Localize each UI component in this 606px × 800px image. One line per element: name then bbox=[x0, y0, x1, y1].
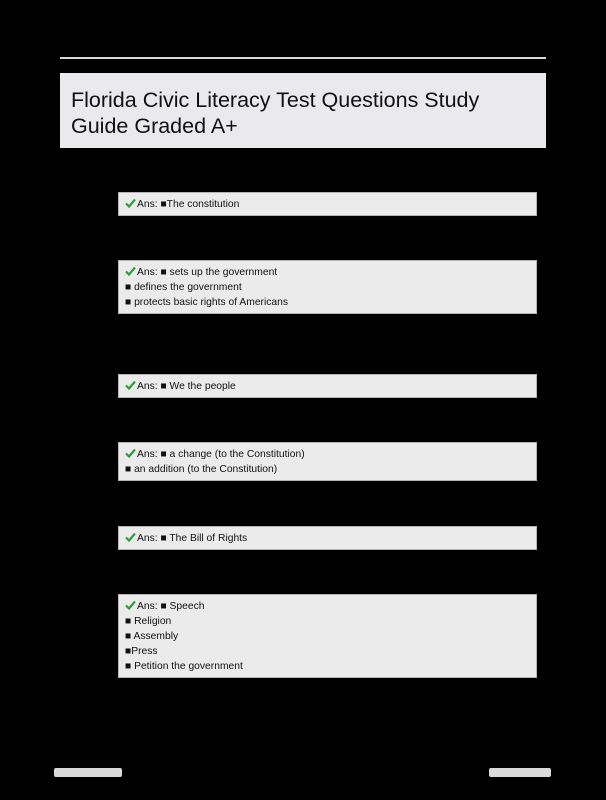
answer-text: Ans: ■ Speech bbox=[137, 601, 205, 612]
answer-box-6 bbox=[118, 594, 537, 678]
answer-text: Ans: ■ a change (to the Constitution) bbox=[137, 449, 305, 460]
check-icon bbox=[125, 380, 137, 390]
answer-line: ■Press bbox=[125, 646, 158, 657]
answer-line bbox=[125, 197, 530, 212]
check-icon bbox=[125, 600, 137, 610]
answer-line bbox=[125, 379, 530, 394]
answer-box-1 bbox=[118, 192, 537, 216]
answer-line: ■ protects basic rights of Americans bbox=[125, 297, 289, 308]
footer-watermark-right bbox=[489, 768, 551, 777]
answer-line bbox=[125, 447, 530, 462]
answer-line: ■ Religion bbox=[125, 616, 172, 627]
answer-text: Ans: ■ The Bill of Rights bbox=[137, 533, 248, 544]
answer-line bbox=[125, 265, 530, 280]
answer-line: ■ Assembly bbox=[125, 631, 179, 642]
answer-text: Ans: ■ We the people bbox=[137, 381, 236, 392]
title-box bbox=[60, 73, 546, 148]
answer-text: Ans: ■ sets up the government bbox=[137, 267, 278, 278]
check-icon bbox=[125, 532, 137, 542]
answer-box-4 bbox=[118, 442, 537, 481]
check-icon bbox=[125, 266, 137, 276]
answer-line: ■ defines the government bbox=[125, 282, 242, 293]
check-icon bbox=[125, 448, 137, 458]
page-title: Florida Civic Literacy Test Questions Study Guide Graded A+ bbox=[71, 88, 480, 138]
top-rule bbox=[60, 57, 546, 59]
answer-line: ■ Petition the government bbox=[125, 661, 243, 672]
answer-line bbox=[125, 531, 530, 546]
answer-box-5 bbox=[118, 526, 537, 550]
answer-text: Ans: ■The constitution bbox=[137, 199, 240, 210]
answer-box-3 bbox=[118, 374, 537, 398]
footer-watermark-left bbox=[54, 768, 122, 777]
check-icon bbox=[125, 198, 137, 208]
answer-line: ■ an addition (to the Constitution) bbox=[125, 464, 278, 475]
answer-line bbox=[125, 599, 530, 614]
answer-box-2 bbox=[118, 260, 537, 314]
